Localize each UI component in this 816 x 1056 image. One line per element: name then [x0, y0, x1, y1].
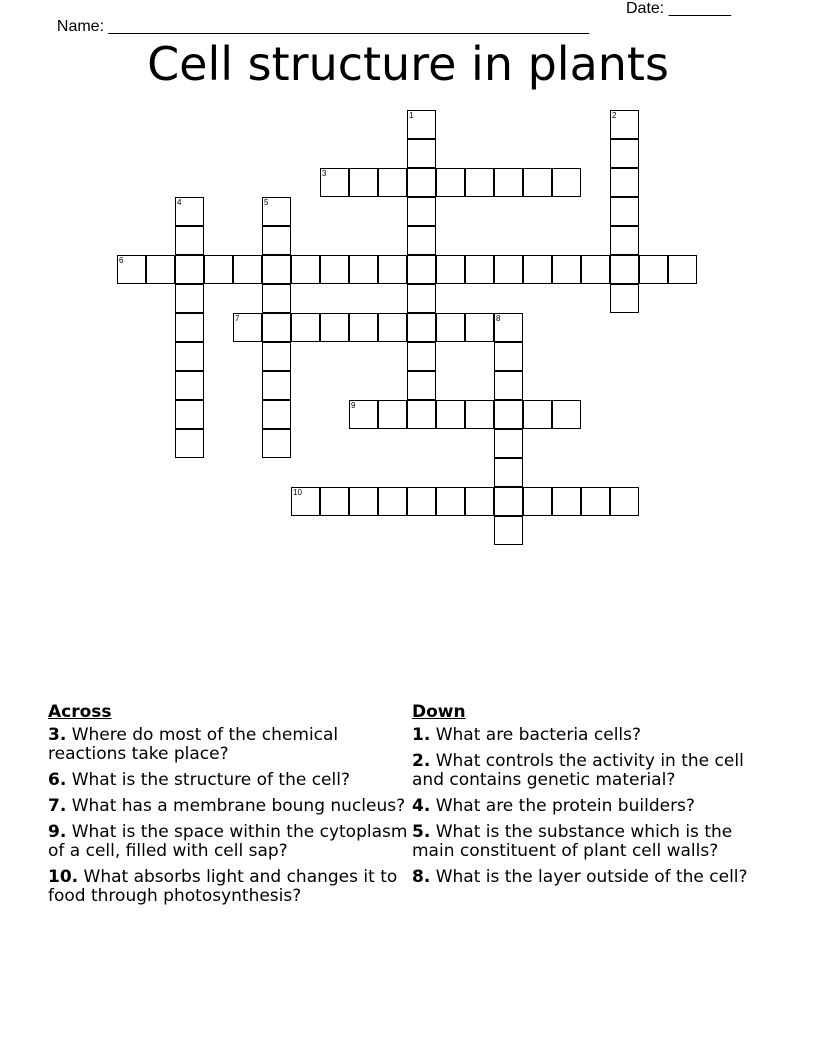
crossword-cell[interactable] [378, 487, 407, 516]
cell-number: 3 [322, 169, 327, 178]
crossword-cell[interactable] [378, 255, 407, 284]
crossword-cell[interactable] [262, 255, 291, 284]
clue-text: What is the substance which is the main constituent of plant cell walls? [412, 822, 733, 861]
crossword-cell[interactable] [610, 139, 639, 168]
crossword-cell[interactable] [436, 168, 465, 197]
crossword-cell[interactable] [175, 371, 204, 400]
clue-across-3 [48, 726, 408, 764]
crossword-cell[interactable] [349, 313, 378, 342]
date-field-label: Date: _______ [626, 0, 731, 17]
crossword-cell[interactable] [610, 226, 639, 255]
clue-number: 3. [48, 725, 67, 745]
crossword-cell[interactable] [494, 255, 523, 284]
clue-down-1 [412, 726, 752, 745]
crossword-cell[interactable] [291, 255, 320, 284]
clue-down-4 [412, 797, 752, 816]
page-title: Cell structure in plants [147, 37, 669, 91]
crossword-cell[interactable] [494, 168, 523, 197]
crossword-cell[interactable] [523, 400, 552, 429]
clue-text: What is the space within the cytoplasm of a cell, filled with cell sap? [48, 822, 408, 861]
crossword-cell[interactable] [262, 429, 291, 458]
crossword-cell[interactable] [465, 313, 494, 342]
crossword-cell[interactable] [320, 313, 349, 342]
cell-number: 2 [612, 111, 617, 120]
crossword-cell[interactable] [552, 255, 581, 284]
crossword-cell[interactable] [320, 487, 349, 516]
crossword-cell[interactable] [407, 168, 436, 197]
crossword-cell[interactable] [523, 168, 552, 197]
clue-number: 4. [412, 796, 431, 816]
clue-text: What is the structure of the cell? [71, 770, 350, 790]
crossword-cell[interactable] [494, 342, 523, 371]
crossword-cell[interactable] [204, 255, 233, 284]
clue-across-9 [48, 823, 408, 861]
crossword-cell[interactable] [436, 400, 465, 429]
crossword-cell[interactable] [494, 458, 523, 487]
cell-number: 6 [119, 256, 124, 265]
crossword-cell[interactable] [552, 168, 581, 197]
crossword-cell[interactable] [552, 400, 581, 429]
crossword-cell[interactable] [378, 313, 407, 342]
crossword-cell[interactable] [117, 255, 146, 284]
crossword-cell[interactable] [465, 487, 494, 516]
clue-down-5 [412, 823, 752, 861]
crossword-cell[interactable] [465, 400, 494, 429]
crossword-cell[interactable] [320, 255, 349, 284]
crossword-cell[interactable] [494, 371, 523, 400]
crossword-cell[interactable] [175, 226, 204, 255]
crossword-cell[interactable] [407, 284, 436, 313]
clue-number: 6. [48, 770, 67, 790]
crossword-cell[interactable] [262, 284, 291, 313]
crossword-cell[interactable] [291, 487, 320, 516]
crossword-cell[interactable] [407, 226, 436, 255]
crossword-cell[interactable] [610, 110, 639, 139]
crossword-cell[interactable] [349, 400, 378, 429]
crossword-cell[interactable] [639, 255, 668, 284]
crossword-cell[interactable] [407, 342, 436, 371]
clue-across-7 [48, 797, 408, 816]
cell-number: 1 [409, 111, 414, 120]
crossword-cell[interactable] [175, 255, 204, 284]
clue-text: What are the protein builders? [435, 796, 695, 816]
clue-text: What are bacteria cells? [435, 725, 642, 745]
crossword-cell[interactable] [175, 313, 204, 342]
crossword-cell[interactable] [262, 197, 291, 226]
crossword-cell[interactable] [407, 197, 436, 226]
crossword-cell[interactable] [552, 487, 581, 516]
crossword-cell[interactable] [465, 255, 494, 284]
crossword-cell[interactable] [494, 313, 523, 342]
clue-number: 2. [412, 751, 431, 771]
crossword-cell[interactable] [407, 139, 436, 168]
crossword-cell[interactable] [407, 313, 436, 342]
crossword-cell[interactable] [407, 400, 436, 429]
crossword-cell[interactable] [436, 487, 465, 516]
clue-number: 1. [412, 725, 431, 745]
crossword-cell[interactable] [610, 284, 639, 313]
clue-number: 10. [48, 867, 79, 887]
clue-number: 5. [412, 822, 431, 842]
cell-number: 9 [351, 401, 356, 410]
crossword-cell[interactable] [407, 110, 436, 139]
crossword-cell[interactable] [291, 313, 320, 342]
crossword-cell[interactable] [581, 255, 610, 284]
crossword-cell[interactable] [523, 487, 552, 516]
clue-text: What absorbs light and changes it to food through photosynthesis? [48, 867, 398, 906]
crossword-cell[interactable] [465, 168, 494, 197]
crossword-cell[interactable] [523, 255, 552, 284]
crossword-cell[interactable] [262, 400, 291, 429]
crossword-cell[interactable] [610, 168, 639, 197]
crossword-cell[interactable] [494, 429, 523, 458]
across-heading: Across [48, 702, 112, 722]
crossword-cell[interactable] [494, 516, 523, 545]
crossword-cell[interactable] [146, 255, 175, 284]
crossword-cell[interactable] [233, 313, 262, 342]
clue-text: What controls the activity in the cell and contains genetic material? [412, 751, 744, 790]
clue-number: 7. [48, 796, 67, 816]
crossword-cell[interactable] [349, 255, 378, 284]
crossword-cell[interactable] [610, 487, 639, 516]
cell-number: 10 [293, 488, 302, 497]
crossword-cell[interactable] [494, 400, 523, 429]
cell-number: 7 [235, 314, 240, 323]
crossword-cell[interactable] [320, 168, 349, 197]
clue-down-2 [412, 752, 752, 790]
crossword-cell[interactable] [262, 342, 291, 371]
crossword-cell[interactable] [262, 226, 291, 255]
clue-text: What has a membrane boung nucleus? [71, 796, 406, 816]
crossword-cell[interactable] [175, 284, 204, 313]
crossword-cell[interactable] [610, 255, 639, 284]
clue-across-6 [48, 771, 408, 790]
cell-number: 5 [264, 198, 269, 207]
crossword-cell[interactable] [175, 429, 204, 458]
crossword-cell[interactable] [262, 371, 291, 400]
crossword-cell[interactable] [349, 168, 378, 197]
name-field-label: Name: ______________________________________________________ [56, 18, 589, 35]
clue-number: 8. [412, 867, 431, 887]
crossword-cell[interactable] [436, 313, 465, 342]
across-clues [48, 702, 408, 913]
crossword-cell[interactable] [378, 400, 407, 429]
crossword-cell[interactable] [175, 342, 204, 371]
clue-text: Where do most of the chemical reactions take place? [48, 725, 339, 764]
crossword-cell[interactable] [407, 371, 436, 400]
crossword-cell[interactable] [494, 487, 523, 516]
cell-number: 4 [177, 198, 182, 207]
crossword-cell[interactable] [175, 400, 204, 429]
crossword-cell[interactable] [407, 487, 436, 516]
clue-text: What is the layer outside of the cell? [435, 867, 748, 887]
clue-number: 9. [48, 822, 67, 842]
crossword-cell[interactable] [262, 313, 291, 342]
down-heading: Down [412, 702, 466, 722]
crossword-cell[interactable] [436, 255, 465, 284]
crossword-cell[interactable] [378, 168, 407, 197]
clue-across-10 [48, 868, 408, 906]
down-clues [412, 702, 752, 894]
crossword-cell[interactable] [407, 255, 436, 284]
crossword-cell[interactable] [610, 197, 639, 226]
crossword-cell[interactable] [175, 197, 204, 226]
crossword-cell[interactable] [581, 487, 610, 516]
crossword-cell[interactable] [233, 255, 262, 284]
cell-number: 8 [496, 314, 501, 323]
clue-down-8 [412, 868, 752, 887]
crossword-cell[interactable] [668, 255, 697, 284]
crossword-cell[interactable] [349, 487, 378, 516]
